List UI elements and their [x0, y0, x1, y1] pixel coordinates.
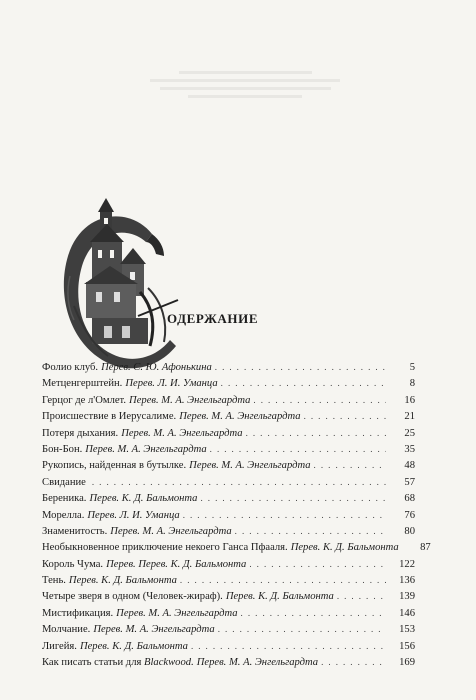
toc-entry	[42, 621, 415, 637]
toc-leader-dots	[337, 588, 386, 604]
toc-leader-dots	[241, 605, 386, 621]
toc-translator: Перев. М. А. Энгельгардта	[196, 657, 319, 669]
toc-page-number: 122	[399, 558, 415, 570]
toc-title: Лигейя.	[42, 640, 77, 652]
toc-leader-dots	[215, 359, 386, 375]
toc-title: Морелла.	[42, 509, 85, 521]
toc-title: Знаменитость.	[42, 525, 108, 537]
toc-leader-dots	[92, 474, 386, 490]
toc-translator: Перев. К. Д. Бальмонта	[290, 542, 399, 554]
toc-title: Происшествие в Иерусалиме.	[42, 411, 177, 423]
toc-title: Метценгерштейн.	[42, 378, 123, 390]
toc-page-number: 5	[409, 362, 415, 373]
toc-translator: Перев. М. А. Энгельгардта	[116, 607, 238, 619]
toc-page-number: 21	[404, 411, 415, 423]
toc-entry	[42, 507, 415, 523]
toc-translator: Перев. Л. И. Уманца	[87, 509, 180, 521]
contents-heading	[167, 307, 258, 329]
toc-translator: Перев. М. А. Энгельгардта	[121, 427, 243, 439]
toc-page-number: 35	[404, 443, 415, 455]
toc-entry	[42, 556, 415, 572]
toc-entry	[42, 474, 415, 490]
toc-entry	[42, 523, 415, 539]
toc-translator: Перев. М. А. Энгельгардта	[129, 394, 251, 406]
toc-page-number: 76	[404, 509, 415, 521]
toc-entry	[42, 605, 415, 621]
toc-title: Потеря дыхания.	[42, 427, 119, 439]
toc-leader-dots	[304, 408, 386, 424]
toc-entry	[42, 654, 415, 670]
toc-page-number: 169	[399, 657, 415, 669]
toc-translator: Перев. К. Д. Бальмонта	[68, 575, 177, 587]
toc-translator: Перев. М. А. Энгельгардта	[110, 525, 232, 537]
toc-entry	[42, 638, 415, 654]
toc-entry	[42, 441, 415, 457]
toc-entry	[42, 375, 415, 391]
toc-leader-dots	[183, 507, 386, 523]
toc-translator: Перев. С. Ю. Афонькина	[101, 362, 212, 373]
toc-page-number: 16	[404, 394, 415, 406]
toc-page-number: 8	[409, 378, 415, 390]
toc-page-number: 146	[399, 607, 415, 619]
toc-leader-dots	[218, 621, 386, 637]
toc-leader-dots	[180, 572, 386, 588]
toc-entry	[42, 490, 415, 506]
toc-translator: Перев. М. А. Энгельгардта	[189, 460, 311, 472]
toc-translator: Перев. Л. И. Уманца	[125, 378, 218, 390]
toc-leader-dots	[321, 654, 386, 670]
toc-translator: Перев. М. А. Энгельгардта	[85, 443, 207, 455]
toc-translator: Перев. К. Д. Бальмонта	[89, 493, 198, 505]
toc-title: Король Чума.	[42, 558, 104, 570]
toc-title: Четыре зверя в одном (Человек-жираф).	[42, 591, 223, 603]
toc-title: Фолио клуб.	[42, 362, 99, 373]
toc-leader-dots	[210, 441, 386, 457]
toc-title: Рукопись, найденная в бутылке.	[42, 460, 187, 472]
toc-entry	[42, 539, 431, 555]
toc-page-number: 25	[404, 427, 415, 439]
toc-leader-dots	[191, 638, 386, 654]
toc-entry	[42, 457, 415, 473]
toc-page-number: 153	[399, 624, 415, 636]
toc-leader-dots	[221, 375, 386, 391]
toc-leader-dots	[314, 457, 386, 473]
toc-title: Бон-Бон.	[42, 443, 83, 455]
toc-title: Молчание.	[42, 624, 91, 636]
toc-page-number: 68	[404, 493, 415, 505]
toc-title-prefix: Как писать статьи для	[42, 657, 144, 669]
toc-entry	[42, 572, 415, 588]
toc-translator: Перев. М. А. Энгельгардта	[179, 411, 301, 423]
toc-translator: Перев. К. Д. Бальмонта	[225, 591, 334, 603]
toc-page-number: 57	[404, 476, 415, 488]
toc-translator: Перев. Перев. К. Д. Бальмонта	[106, 558, 247, 570]
toc-entry	[42, 588, 415, 604]
toc-page-number: 139	[399, 591, 415, 603]
contents-heading-rest: одержание	[167, 307, 259, 328]
toc-title: Тень.	[42, 575, 66, 587]
toc-leader-dots	[246, 425, 386, 441]
toc-translator: Перев. К. Д. Бальмонта	[79, 640, 188, 652]
illuminated-initial-c	[52, 196, 184, 374]
toc-title: Свидание	[42, 476, 86, 488]
toc-page-number: 48	[404, 460, 415, 472]
toc-entry	[42, 425, 415, 441]
toc-title: Мистификация.	[42, 607, 114, 619]
toc-leader-dots	[200, 490, 386, 506]
toc-title: Необыкновенное приключение некоего Ганса Пфааля.	[42, 542, 288, 554]
toc-page-number: 87	[420, 542, 431, 554]
toc-page-number: 156	[399, 640, 415, 652]
toc-leader-dots	[249, 556, 386, 572]
toc-title: Береника.	[42, 493, 87, 505]
toc-title-italic: Blackwood.	[144, 657, 194, 669]
show-through-text	[150, 66, 340, 110]
toc-page-number: 80	[404, 525, 415, 537]
toc-title: Герцог де л'Омлет.	[42, 394, 127, 406]
toc-title	[42, 655, 194, 671]
toc-translator: Перев. М. А. Энгельгардта	[93, 624, 215, 636]
table-of-contents	[42, 359, 431, 670]
toc-entry	[42, 359, 415, 375]
toc-leader-dots	[253, 392, 386, 408]
toc-entry	[42, 392, 415, 408]
toc-leader-dots	[235, 523, 386, 539]
toc-page-number: 136	[399, 575, 415, 587]
toc-entry	[42, 408, 415, 424]
